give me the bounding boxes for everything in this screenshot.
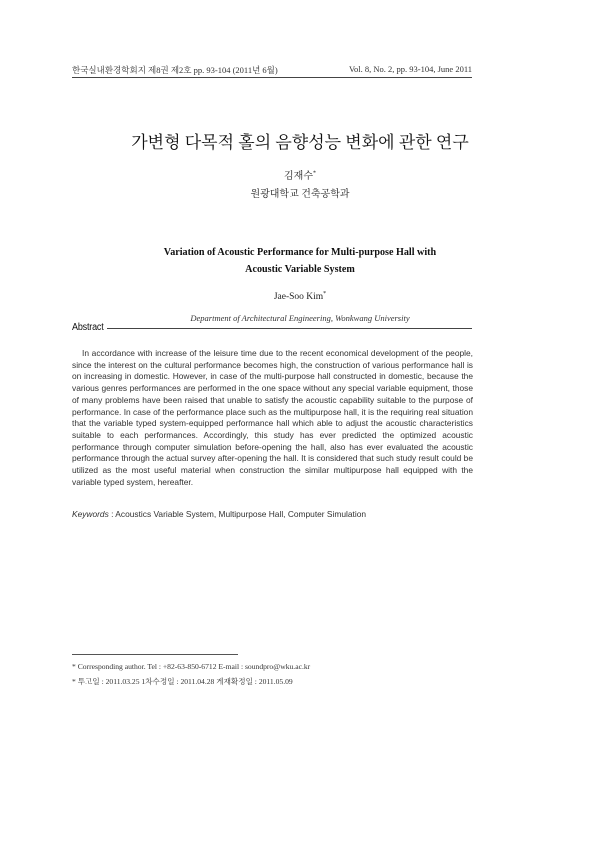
abstract-label: Abstract (72, 322, 104, 333)
english-title-line-1: Variation of Acoustic Performance for Multi-purpose Hall with (163, 246, 437, 258)
keywords (72, 509, 473, 519)
abstract-heading (72, 322, 472, 333)
keywords-label: Keywords (72, 509, 109, 519)
footnote-corresponding-author: * Corresponding author. Tel : +82-63-850-6712 E-mail : soundpro@wku.ac.kr (72, 662, 311, 671)
english-title-line-2: Acoustic Variable System (245, 263, 355, 275)
korean-author-marker: * (312, 170, 316, 177)
english-author-name: Jae-Soo Kim (273, 292, 324, 302)
header-rule (72, 77, 472, 78)
english-author (0, 292, 600, 302)
abstract-body: In accordance with increase of the leisure time due to the recent economical development of the people, since the interest on the cultural performance becomes high, the construction of various performance hall is on increasing in domestic. However, in case of the multi-purpose hall constructed in domestic, because the various genres performances are performed in the one space without any special variable equipment, those of many problems have been raised that unable to satisfy the acoustic capability suitable to the purpose of performance. In case of the performance place such as the multipurpose hall, it is the requiring real situation that the variable typed system-equipped performance hall which able to adjust the acoustic characteristics suitable to each performances. Accordingly, this study has ever predicted the optimized acoustic performance through computer simulation before-opening the hall, also has ever evaluated the acoustic performance through the actual survey after-opening the hall. It is considered that such study result could be utilized as the most useful material when construction the similar multipurpose hall equipped with the variable typed system, hereafter. (72, 348, 473, 487)
english-title (24, 244, 576, 278)
korean-author (0, 167, 600, 182)
keywords-list: : Acoustics Variable System, Multipurpose Hall, Computer Simulation (111, 509, 367, 519)
footnote-submission-dates: * 투고일 : 2011.03.25 1차수정일 : 2011.04.28 게재확정일 : 2011.05.09 (72, 677, 293, 686)
korean-title: 가변형 다목적 홀의 음향성능 변화에 관한 연구 (131, 133, 469, 152)
korean-author-name: 김재수 (284, 171, 313, 182)
english-affiliation: Department of Architectural Engineering, Wonkwang University (190, 313, 410, 323)
abstract-rule (107, 328, 472, 329)
running-head-volume: Vol. 8, No. 2, pp. 93-104, June 2011 (348, 64, 472, 74)
footnote-rule (72, 654, 238, 655)
korean-affiliation: 원광대학교 건축공학과 (250, 189, 350, 200)
running-head (72, 64, 472, 76)
running-head-journal: 한국실내환경학회지 제8권 제2호 pp. 93-104 (2011년 6월) (72, 65, 278, 75)
english-author-marker: * (323, 290, 327, 297)
